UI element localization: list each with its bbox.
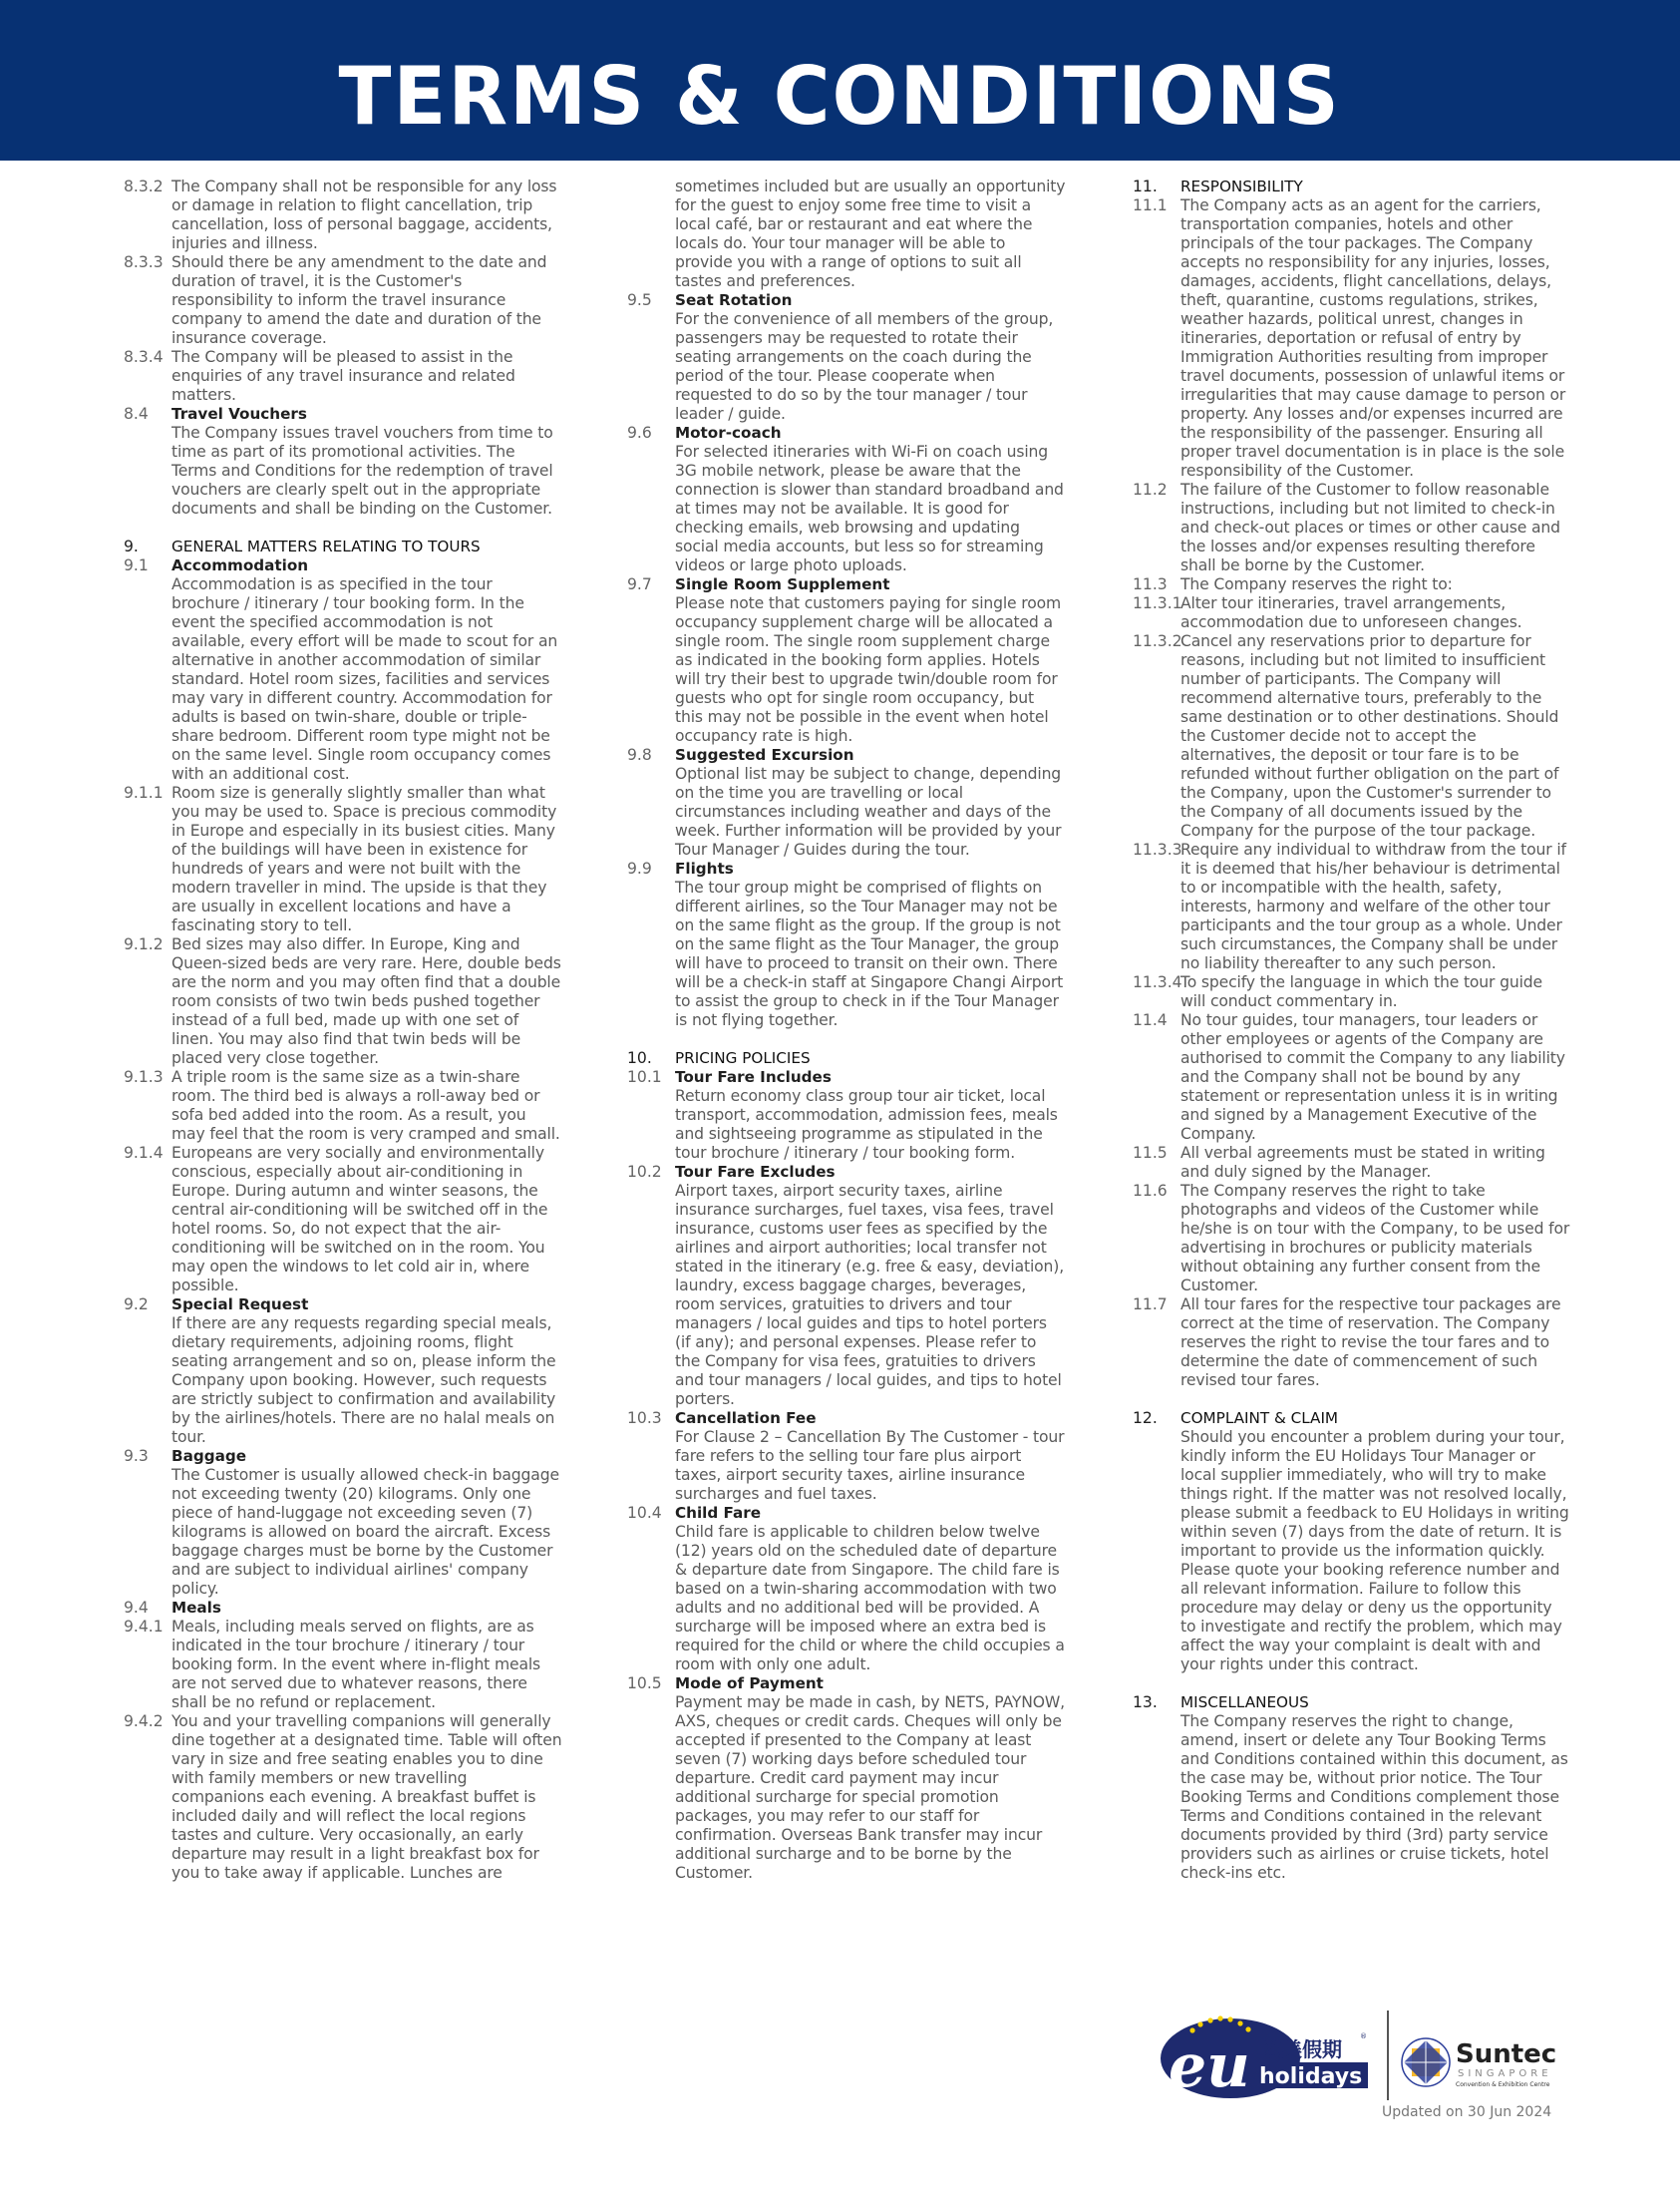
clause-10-1-heading bbox=[627, 1068, 1066, 1087]
clause-number: 11.2 bbox=[1133, 481, 1168, 499]
clause-heading: Flights bbox=[675, 860, 734, 878]
clause-number: 8.3.3 bbox=[124, 253, 164, 271]
clause-text: Europeans are very socially and environmentally conscious, especially about air-conditioning in Europe. During autumn and winter seasons, the central air-conditioning will be switched off in the hotel rooms. So, do not expect that the air-conditioning will be switched on in the room. You may open the windows to let cold air in, where possible. bbox=[171, 1144, 548, 1294]
clause-text: If there are any requests regarding special meals, dietary requirements, adjoining rooms, flight seating arrangement and so on, please inform the Company upon booking. However, such requests are strictly subject to confirmation and availability by the airlines/hotels. There are no halal meals on tour. bbox=[171, 1314, 556, 1446]
clause-text: All verbal agreements must be stated in writing and duly signed by the Manager. bbox=[1180, 1144, 1545, 1181]
clause-number: 9.7 bbox=[627, 575, 652, 593]
column-3 bbox=[1133, 178, 1571, 1883]
svg-text:Convention & Exhibition Centre: Convention & Exhibition Centre bbox=[1456, 2081, 1550, 2088]
clause-number: 11.3 bbox=[1133, 575, 1168, 593]
clause-text: Alter tour itineraries, travel arrangements, accommodation due to unforeseen changes. bbox=[1180, 594, 1522, 631]
clause-number: 10.2 bbox=[627, 1163, 662, 1181]
clause-11-1 bbox=[1133, 196, 1571, 481]
clause-heading: Mode of Payment bbox=[675, 1674, 824, 1692]
svg-text:holidays: holidays bbox=[1259, 2064, 1363, 2089]
clause-number: 8.3.2 bbox=[124, 178, 164, 195]
clause-number: 9.9 bbox=[627, 860, 652, 878]
clause-heading: Baggage bbox=[171, 1447, 246, 1465]
clause-number: 9.1.2 bbox=[124, 935, 164, 953]
clause-11-6 bbox=[1133, 1182, 1571, 1295]
svg-text:SINGAPORE: SINGAPORE bbox=[1458, 2068, 1552, 2079]
clause-text: To specify the language in which the tour guide will conduct commentary in. bbox=[1180, 973, 1542, 1010]
clause-9-4-2 bbox=[124, 1712, 562, 1883]
clause-text: For selected itineraries with Wi-Fi on coach using 3G mobile network, please be aware that the connection is slower than standard broadband and at times may not be available. It is good for checking emails, web browsing and updating social media accounts, but less so for streaming videos or large photo uploads. bbox=[675, 443, 1064, 574]
clause-text: No tour guides, tour managers, tour leaders or other employees or agents of the Company are authorised to commit the Company to any liability and the Company shall not be bound by any statement or representation unless it is in writing and signed by a Management Executive of the Company. bbox=[1180, 1011, 1565, 1143]
clause-text: Child fare is applicable to children below twelve (12) years old on the scheduled date of departure & departure date from Singapore. The child fare is based on a twin-sharing accommodation with two adults and no additional bed will be provided. A surcharge will be imposed where an extra bed is required for the child or where the child occupies a room with only one adult. bbox=[675, 1523, 1065, 1673]
section-number: 12. bbox=[1133, 1409, 1158, 1427]
clause-number: 10.4 bbox=[627, 1504, 662, 1522]
clause-text: The Company will be pleased to assist in the enquiries of any travel insurance and related matters. bbox=[171, 348, 515, 404]
clause-10-3-heading bbox=[627, 1409, 1066, 1428]
clause-heading: Meals bbox=[171, 1599, 221, 1617]
clause-number: 9.4.2 bbox=[124, 1712, 164, 1730]
clause-number: 8.4 bbox=[124, 405, 149, 423]
clause-11-2 bbox=[1133, 481, 1571, 575]
clause-11-5 bbox=[1133, 1144, 1571, 1182]
clause-number: 9.8 bbox=[627, 746, 652, 764]
clause-text: Payment may be made in cash, by NETS, PAYNOW, AXS, cheques or credit cards. Cheques will only be accepted if presented to the Company at least seven (7) working days before scheduled tour departure. Credit card payment may incur additional surcharge for special promotion packages, you may refer to our staff for confirmation. Overseas Bank transfer may incur additional surcharge and to be borne by the Customer. bbox=[675, 1693, 1065, 1882]
clause-number: 11.3.2 bbox=[1133, 632, 1182, 650]
clause-number: 9.3 bbox=[124, 1447, 149, 1465]
clause-text: Room size is generally slightly smaller than what you may be used to. Space is precious commodity in Europe and especially in its busiest cities. Many of the buildings will have been in existence for hundreds of years and were not built with the modern traveller in mind. The upside is that they are usually in excellent locations and have a fascinating story to tell. bbox=[171, 784, 557, 934]
clause-text: The Company reserves the right to: bbox=[1180, 575, 1453, 593]
clause-heading: Tour Fare Includes bbox=[675, 1068, 832, 1086]
clause-text: Require any individual to withdraw from the tour if it is deemed that his/her behaviour is detrimental to or incompatible with the health, safety, interests, harmony and welfare of the other tour participants and the tour group as a whole. Under such circumstances, the Company shall be under no liability thereafter to any such person. bbox=[1180, 841, 1566, 972]
section-title: RESPONSIBILITY bbox=[1180, 178, 1303, 195]
clause-8-4-heading bbox=[124, 405, 562, 424]
clause-9-7-heading bbox=[627, 575, 1066, 594]
section-number: 9. bbox=[124, 538, 139, 555]
clause-number: 11.6 bbox=[1133, 1182, 1168, 1200]
column-1 bbox=[124, 178, 562, 1883]
clause-text: Accommodation is as specified in the tour brochure / itinerary / tour booking form. In the event the specified accommodation is not available, every effort will be made to scout for an alternative in another accommodation of similar standard. Hotel room sizes, facilities and services may vary in different country. Accommodation for adults is based on twin-share, double or triple-share bedroom. Different room type might not be on the same level. Single room occupancy comes with an additional cost. bbox=[171, 575, 558, 783]
clause-11-3-2 bbox=[1133, 632, 1571, 841]
clause-number: 11.4 bbox=[1133, 1011, 1168, 1029]
clause-number: 9.4.1 bbox=[124, 1618, 164, 1636]
section-10-heading bbox=[627, 1049, 1066, 1068]
clause-8-3-4 bbox=[124, 348, 562, 405]
clause-number: 10.5 bbox=[627, 1674, 662, 1692]
page-title: TERMS & CONDITIONS bbox=[338, 50, 1342, 143]
clause-text: A triple room is the same size as a twin-share room. The third bed is always a roll-away bed or sofa bed added into the room. As a result, you may feel that the room is very cramped and small. bbox=[171, 1068, 560, 1143]
clause-text: Airport taxes, airport security taxes, airline insurance surcharges, fuel taxes, visa fees, travel insurance, customs user fees as specified by the airlines and airport authorities; local transfer not stated in the itinerary (e.g. free & easy, deviation), laundry, excess baggage charges, beverages, room services, gratuities to drivers and tour managers / local guides and tips to hotel porters (if any); and personal expenses. Please refer to the Company for visa fees, gratuities to drivers and tour managers / local guides, and tips to hotel porters. bbox=[675, 1182, 1064, 1408]
clause-text: For Clause 2 – Cancellation By The Customer - tour fare refers to the selling tour fare plus airport taxes, airport security taxes, airline insurance surcharges and fuel taxes. bbox=[675, 1428, 1065, 1503]
clause-9-1-1 bbox=[124, 784, 562, 935]
clause-text: Should there be any amendment to the date and duration of travel, it is the Customer's responsibility to inform the travel insurance company to amend the date and duration of the insurance coverage. bbox=[171, 253, 547, 347]
clause-8-3-2 bbox=[124, 178, 562, 253]
clause-heading: Child Fare bbox=[675, 1504, 762, 1522]
section-number: 13. bbox=[1133, 1693, 1158, 1711]
clause-11-7 bbox=[1133, 1295, 1571, 1390]
clause-number: 11.1 bbox=[1133, 196, 1168, 214]
clause-number: 9.1 bbox=[124, 556, 149, 574]
clause-text: The tour group might be comprised of flights on different airlines, so the Tour Manager may not be on the same flight as the group. If the group is not on the same flight as the Tour Manager, the group will have to proceed to transit on their own. There will be a check-in staff at Singapore Changi Airport to assist the group to check in if the Tour Manager is not flying together. bbox=[675, 879, 1064, 1029]
section-text: The Company reserves the right to change, amend, insert or delete any Tour Booking Terms and Conditions contained within this document, as the case may be, without prior notice. The Tour Booking Terms and Conditions complement those Terms and Conditions contained in the relevant documents provided by third (3rd) party service providers such as airlines or cruise tickets, hotel check-ins etc. bbox=[1180, 1712, 1568, 1882]
logo-divider bbox=[1387, 2011, 1389, 2100]
clause-10-4-heading bbox=[627, 1504, 1066, 1523]
clause-text: The Company shall not be responsible for any loss or damage in relation to flight cancellation, trip cancellation, loss of personal baggage, accidents, injuries and illness. bbox=[171, 178, 557, 252]
clause-9-1-3 bbox=[124, 1068, 562, 1144]
clause-number: 9.1.4 bbox=[124, 1144, 164, 1162]
clause-9-4-heading bbox=[124, 1599, 562, 1618]
clause-number: 9.5 bbox=[627, 291, 652, 309]
clause-heading: Accommodation bbox=[171, 556, 309, 574]
section-text: Should you encounter a problem during your tour, kindly inform the EU Holidays Tour Manager or local supplier immediately, who will try to make things right. If the matter was not resolved locally, please submit a feedback to EU Holidays in writing within seven (7) days from the date of return. It is important to provide us the information quickly. Please quote your booking reference number and all relevant information. Failure to follow this procedure may delay or deny us the opportunity to investigate and rectify the problem, which may affect the way your complaint is dealt with and your rights under this contract. bbox=[1180, 1428, 1569, 1673]
suntec-singapore-logo bbox=[1400, 2032, 1569, 2092]
section-title: GENERAL MATTERS RELATING TO TOURS bbox=[171, 538, 481, 555]
clause-9-6-heading bbox=[627, 424, 1066, 443]
clause-10-2-heading bbox=[627, 1163, 1066, 1182]
clause-text: Bed sizes may also differ. In Europe, King and Queen-sized beds are very rare. Here, double beds are the norm and you may often find that a double room consists of two twin beds pushed together instead of a full bed, made up with one set of linen. You may also find that twin beds will be placed very close together. bbox=[171, 935, 561, 1067]
clause-11-3-4 bbox=[1133, 973, 1571, 1011]
section-9-heading bbox=[124, 538, 562, 556]
clause-9-4-1 bbox=[124, 1618, 562, 1712]
svg-text:eu: eu bbox=[1169, 2031, 1250, 2098]
clause-heading: Motor-coach bbox=[675, 424, 782, 442]
clause-11-4 bbox=[1133, 1011, 1571, 1144]
section-number: 10. bbox=[627, 1049, 652, 1067]
clause-number: 11.7 bbox=[1133, 1295, 1168, 1313]
clause-heading: Cancellation Fee bbox=[675, 1409, 817, 1427]
clause-text: For the convenience of all members of the group, passengers may be requested to rotate their seating arrangements on the coach during the period of the tour. Please cooperate when requested to do so by the tour manager / tour leader / guide. bbox=[675, 310, 1054, 423]
clause-heading: Suggested Excursion bbox=[675, 746, 854, 764]
svg-text:欧美假期: 欧美假期 bbox=[1262, 2037, 1342, 2061]
clause-heading: Special Request bbox=[171, 1295, 309, 1313]
clause-number: 11.3.3 bbox=[1133, 841, 1182, 859]
clause-9-1-heading bbox=[124, 556, 562, 575]
clause-text: The Company acts as an agent for the carriers, transportation companies, hotels and other principals of the tour packages. The Company accepts no responsibility for any injuries, losses, damages, accidents, flight cancellations, delays, theft, quarantine, customs regulations, strikes, weather hazards, political unrest, changes in itineraries, deportation or refusal of entry by Immigration Authorities resulting from improper travel documents, possession of unlawful items or irregularities that may cause damage to person or property. Any losses and/or expenses incurred are the responsibility of the passenger. Ensuring all proper travel documentation is in place is the sole responsibility of the Customer. bbox=[1180, 196, 1566, 480]
updated-date: Updated on 30 Jun 2024 bbox=[1382, 2104, 1552, 2120]
section-11-heading bbox=[1133, 178, 1571, 196]
clause-number: 11.3.1 bbox=[1133, 594, 1182, 612]
clause-text: You and your travelling companions will generally dine together at a designated time. Table will often vary in size and free seating enables you to dine with family members or new travelling companions each evening. A breakfast buffet is included daily and will reflect the local regions tastes and culture. Very occasionally, an early departure may result in a light breakfast box for you to take away if applicable. Lunches are bbox=[171, 1712, 562, 1882]
clause-text: The Company issues travel vouchers from time to time as part of its promotional activities. The Terms and Conditions for the redemption of travel vouchers are clearly spelt out in the appropriate documents and shall be binding on the Customer. bbox=[171, 424, 553, 518]
clause-11-3-3 bbox=[1133, 841, 1571, 973]
clause-9-1-4 bbox=[124, 1144, 562, 1295]
clause-9-2-heading bbox=[124, 1295, 562, 1314]
section-12-heading bbox=[1133, 1409, 1571, 1428]
clause-text: Cancel any reservations prior to departure for reasons, including but not limited to insufficient number of participants. The Company will recommend alternative tours, preferably to the same destination or to other destinations. Should the Customer decide not to accept the alternatives, the deposit or tour fare is to be refunded without further obligation on the part of the Company, upon the Customer's surrender to the Company of all documents issued by the Company for the purpose of the tour package. bbox=[1180, 632, 1559, 840]
clause-text: The failure of the Customer to follow reasonable instructions, including but not limited to check-in and check-out places or times or other cause and the losses and/or expenses resulting therefore shall be borne by the Customer. bbox=[1180, 481, 1560, 574]
clause-number: 10.3 bbox=[627, 1409, 662, 1427]
clause-text: The Company reserves the right to take photographs and videos of the Customer while he/she is on tour with the Company, to be used for advertising in brochures or publicity materials without obtaining any further consent from the Customer. bbox=[1180, 1182, 1570, 1294]
clause-number: 11.3.4 bbox=[1133, 973, 1182, 991]
clause-text: Optional list may be subject to change, depending on the time you are travelling or local circumstances including weather and days of the week. Further information will be provided by your Tour Manager / Guides during the tour. bbox=[675, 765, 1062, 859]
section-title: PRICING POLICIES bbox=[675, 1049, 811, 1067]
clause-text: The Customer is usually allowed check-in baggage not exceeding twenty (20) kilograms. Only one piece of hand-luggage not exceeding seven (7) kilograms is allowed on board the aircraft. Excess baggage charges must be borne by the Customer and are subject to individual airlines' company policy. bbox=[171, 1466, 559, 1598]
clause-text: All tour fares for the respective tour packages are correct at the time of reservation. The Company reserves the right to revise the tour fares and to determine the date of commencement of such revised tour fares. bbox=[1180, 1295, 1561, 1389]
clause-number: 9.2 bbox=[124, 1295, 149, 1313]
clause-9-8-heading bbox=[627, 746, 1066, 765]
clause-number: 8.3.4 bbox=[124, 348, 164, 366]
section-title: MISCELLANEOUS bbox=[1180, 1693, 1309, 1711]
clause-text: Return economy class group tour air ticket, local transport, accommodation, admission fees, meals and sightseeing programme as stipulated in the tour brochure / itinerary / tour booking form. bbox=[675, 1087, 1058, 1162]
clause-number: 10.1 bbox=[627, 1068, 662, 1086]
clause-number: 11.5 bbox=[1133, 1144, 1168, 1162]
clause-heading: Tour Fare Excludes bbox=[675, 1163, 836, 1181]
clause-9-5-heading bbox=[627, 291, 1066, 310]
clause-9-1-2 bbox=[124, 935, 562, 1068]
clause-text: Meals, including meals served on flights, are as indicated in the tour brochure / itinerary / tour booking form. In the event where in-flight meals are not served due to whatever reasons, there shall be no refund or replacement. bbox=[171, 1618, 541, 1711]
column-2 bbox=[627, 178, 1066, 1883]
clause-11-3-1 bbox=[1133, 594, 1571, 632]
svg-text:Suntec: Suntec bbox=[1456, 2039, 1557, 2069]
clause-number: 9.1.3 bbox=[124, 1068, 164, 1086]
clause-8-3-3 bbox=[124, 253, 562, 348]
clause-heading: Seat Rotation bbox=[675, 291, 793, 309]
section-13-heading bbox=[1133, 1693, 1571, 1712]
clause-number: 9.1.1 bbox=[124, 784, 164, 802]
clause-text: Please note that customers paying for single room occupancy supplement charge will be allocated a single room. The single room supplement charge as indicated in the booking form applies. Hotels will try their best to upgrade twin/double room for guests who opt for single room occupancy, but this may not be possible in the event when hotel occupancy rate is high. bbox=[675, 594, 1062, 745]
eu-holidays-logo bbox=[1161, 2011, 1372, 2098]
clause-number: 9.4 bbox=[124, 1599, 149, 1617]
clause-heading: Travel Vouchers bbox=[171, 405, 307, 423]
section-number: 11. bbox=[1133, 178, 1158, 195]
clause-text-continued: sometimes included but are usually an opportunity for the guest to enjoy some free time to visit a local café, bar or restaurant and eat where the locals do. Your tour manager will be able to provide you with a range of options to suit all tastes and preferences. bbox=[675, 178, 1066, 290]
page-header bbox=[0, 0, 1680, 161]
clause-heading: Single Room Supplement bbox=[675, 575, 890, 593]
section-title: COMPLAINT & CLAIM bbox=[1180, 1409, 1339, 1427]
svg-text:®: ® bbox=[1360, 2032, 1367, 2040]
clause-9-9-heading bbox=[627, 860, 1066, 879]
clause-11-3 bbox=[1133, 575, 1571, 594]
clause-10-5-heading bbox=[627, 1674, 1066, 1693]
clause-number: 9.6 bbox=[627, 424, 652, 442]
clause-9-3-heading bbox=[124, 1447, 562, 1466]
footer-logos bbox=[1161, 2003, 1579, 2112]
